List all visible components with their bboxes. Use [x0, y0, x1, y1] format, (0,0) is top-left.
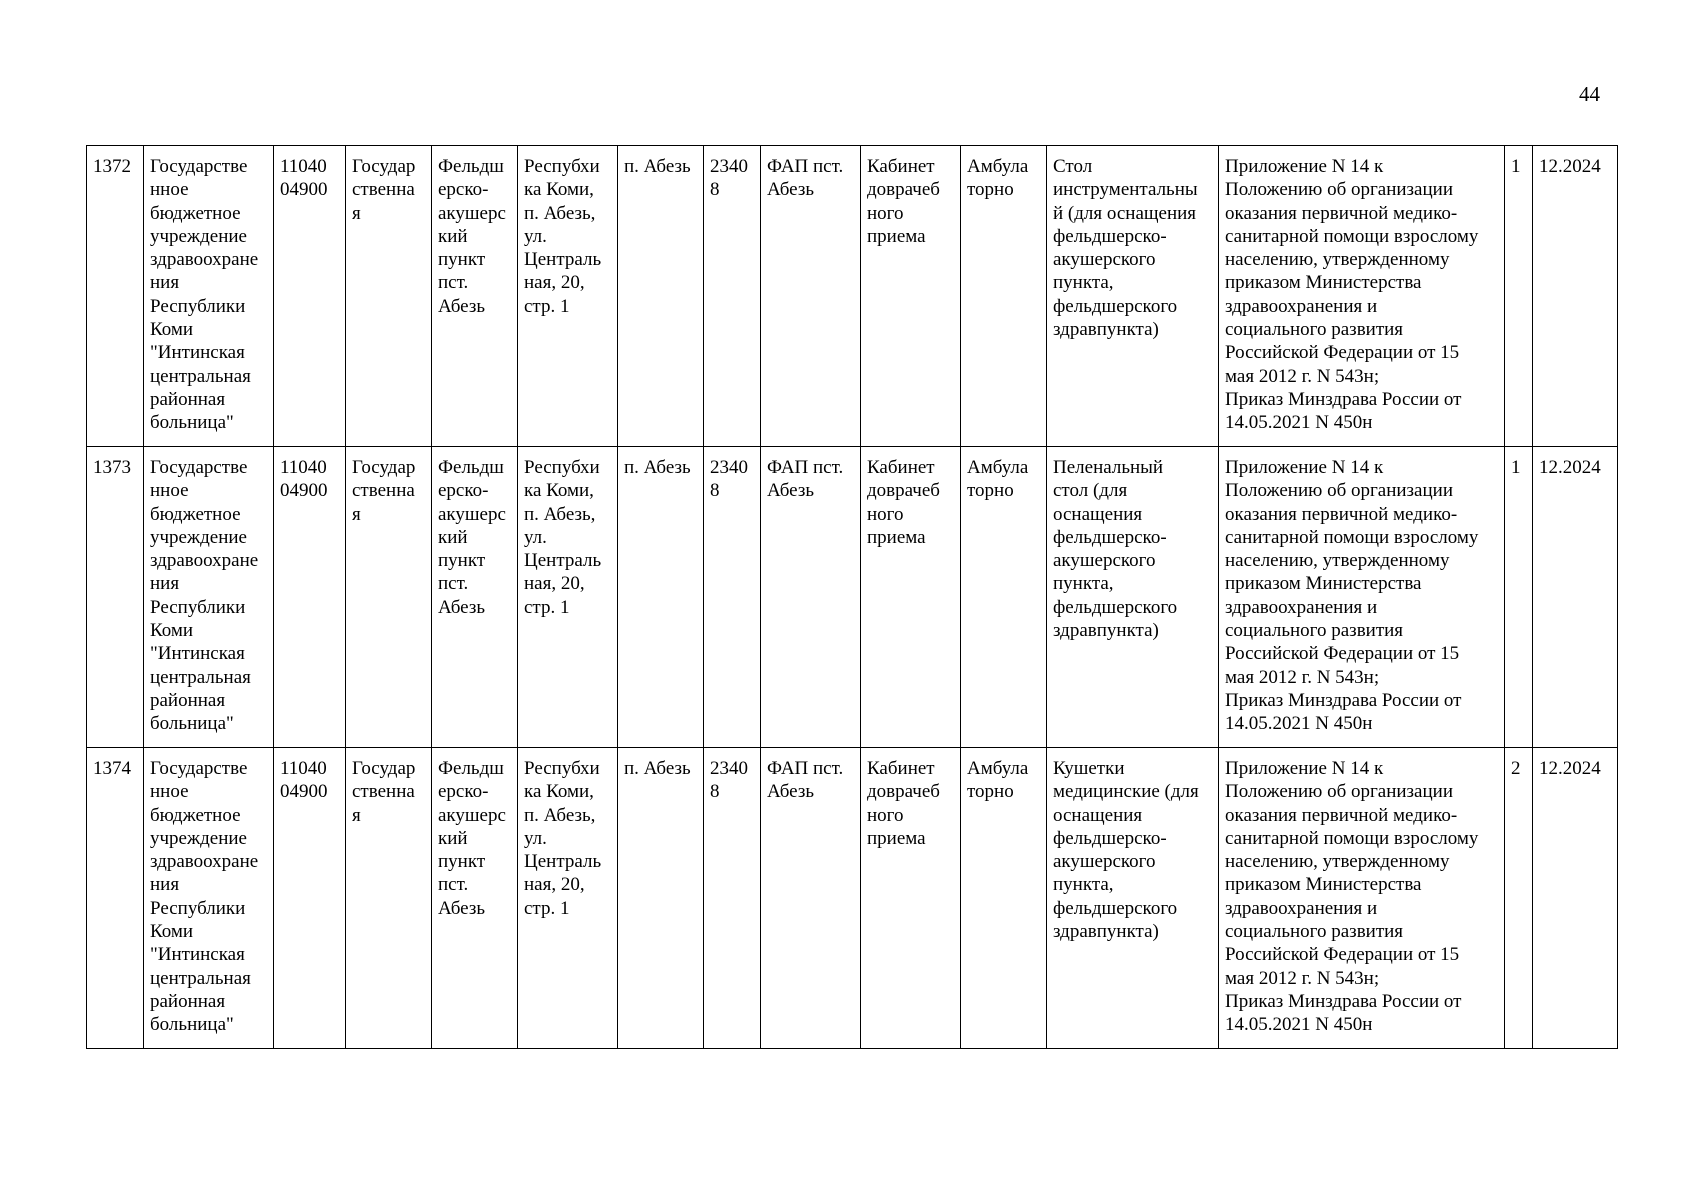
unit-cell: ФАП пст. Абезь — [761, 447, 861, 748]
equipment-table — [86, 145, 1618, 1049]
equipment-cell: Кушетки медицинские (для оснащения фельдшерско- акушерского пункта, фельдшерского здравпункта) — [1047, 748, 1219, 1049]
facility-cell: Фельдш ерско- акушерс кий пункт пст. Абезь — [432, 748, 518, 1049]
date-cell: 12.2024 — [1533, 748, 1618, 1049]
code-cell: 11040 04900 — [274, 447, 346, 748]
organization-cell: Государстве нное бюджетное учреждение здравоохране ния Республики Коми "Интинская центральная районная больница" — [144, 748, 274, 1049]
organization-cell: Государстве нное бюджетное учреждение здравоохране ния Республики Коми "Интинская центральная районная больница" — [144, 447, 274, 748]
organization-cell: Государстве нное бюджетное учреждение здравоохране ния Республики Коми "Интинская центральная районная больница" — [144, 146, 274, 447]
address-cell: Респубхи ка Коми, п. Абезь, ул. Централь ная, 20, стр. 1 — [518, 447, 618, 748]
table-row — [87, 146, 1618, 447]
legal-basis-cell: Приложение N 14 к Положению об организации оказания первичной медико- санитарной помощи взрослому населению, утвержденному приказом Министерства здравоохранения и социального развития Российской Федерации от 15 мая 2012 г. N 543н; Приказ Минздрава России от 14.05.2021 N 450н — [1219, 748, 1505, 1049]
care-type-cell: Амбула торно — [961, 748, 1047, 1049]
quantity-cell: 1 — [1505, 146, 1533, 447]
ownership-cell: Государ ственна я — [346, 146, 432, 447]
ownership-cell: Государ ственна я — [346, 748, 432, 1049]
row-number-cell: 1374 — [87, 748, 144, 1049]
code-cell: 11040 04900 — [274, 146, 346, 447]
address-cell: Респубхи ка Коми, п. Абезь, ул. Централь ная, 20, стр. 1 — [518, 146, 618, 447]
legal-basis-cell: Приложение N 14 к Положению об организации оказания первичной медико- санитарной помощи взрослому населению, утвержденному приказом Министерства здравоохранения и социального развития Российской Федерации от 15 мая 2012 г. N 543н; Приказ Минздрава России от 14.05.2021 N 450н — [1219, 447, 1505, 748]
unit-cell: ФАП пст. Абезь — [761, 146, 861, 447]
page-number: 44 — [1579, 82, 1600, 106]
legal-basis-cell: Приложение N 14 к Положению об организации оказания первичной медико- санитарной помощи взрослому населению, утвержденному приказом Министерства здравоохранения и социального развития Российской Федерации от 15 мая 2012 г. N 543н; Приказ Минздрава России от 14.05.2021 N 450н — [1219, 146, 1505, 447]
facility-cell: Фельдш ерско- акушерс кий пункт пст. Абезь — [432, 146, 518, 447]
equipment-cell: Пеленальный стол (для оснащения фельдшерско- акушерского пункта, фельдшерского здравпункта) — [1047, 447, 1219, 748]
care-type-cell: Амбула торно — [961, 447, 1047, 748]
settlement-cell: п. Абезь — [618, 748, 704, 1049]
ownership-cell: Государ ственна я — [346, 447, 432, 748]
postal-cell: 2340 8 — [704, 146, 761, 447]
room-cell: Кабинет доврачеб ного приема — [861, 748, 961, 1049]
quantity-cell: 1 — [1505, 447, 1533, 748]
row-number-cell: 1373 — [87, 447, 144, 748]
date-cell: 12.2024 — [1533, 146, 1618, 447]
care-type-cell: Амбула торно — [961, 146, 1047, 447]
row-number-cell: 1372 — [87, 146, 144, 447]
room-cell: Кабинет доврачеб ного приема — [861, 447, 961, 748]
equipment-cell: Стол инструментальны й (для оснащения фельдшерско- акушерского пункта, фельдшерского здравпункта) — [1047, 146, 1219, 447]
facility-cell: Фельдш ерско- акушерс кий пункт пст. Абезь — [432, 447, 518, 748]
code-cell: 11040 04900 — [274, 748, 346, 1049]
table-row — [87, 447, 1618, 748]
postal-cell: 2340 8 — [704, 748, 761, 1049]
room-cell: Кабинет доврачеб ного приема — [861, 146, 961, 447]
postal-cell: 2340 8 — [704, 447, 761, 748]
settlement-cell: п. Абезь — [618, 146, 704, 447]
address-cell: Респубхи ка Коми, п. Абезь, ул. Централь ная, 20, стр. 1 — [518, 748, 618, 1049]
settlement-cell: п. Абезь — [618, 447, 704, 748]
unit-cell: ФАП пст. Абезь — [761, 748, 861, 1049]
table-row — [87, 748, 1618, 1049]
quantity-cell: 2 — [1505, 748, 1533, 1049]
date-cell: 12.2024 — [1533, 447, 1618, 748]
